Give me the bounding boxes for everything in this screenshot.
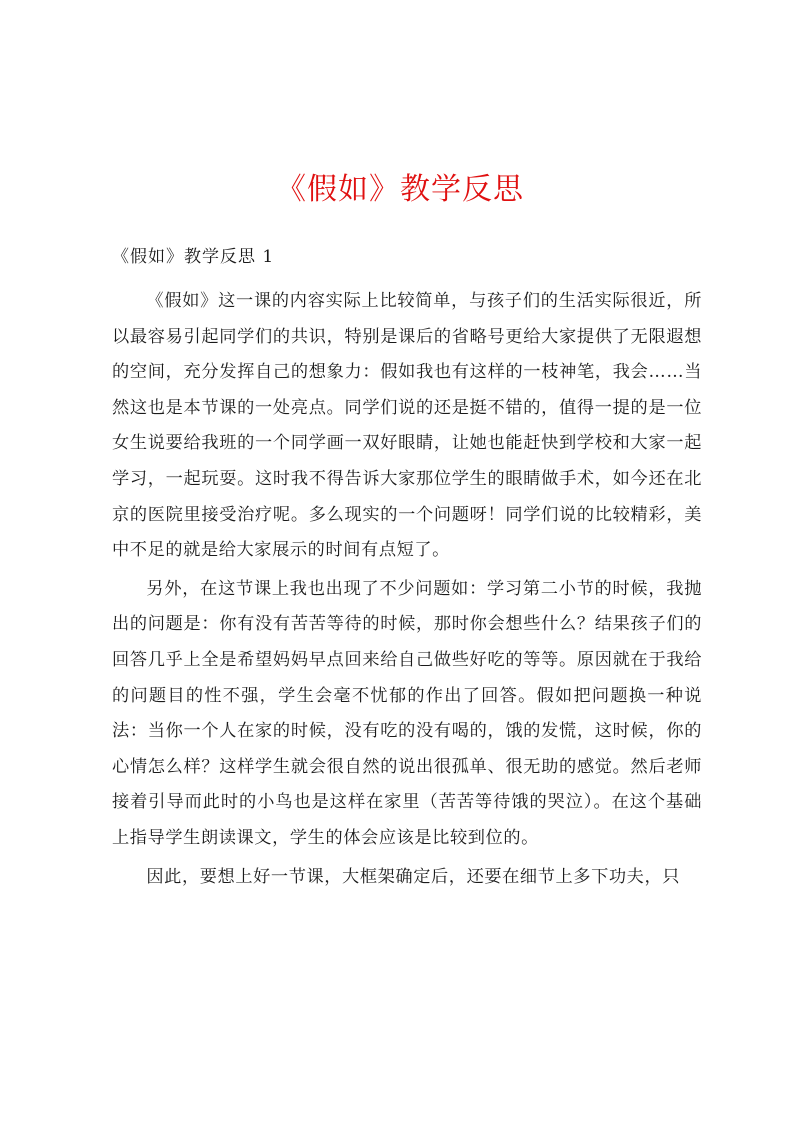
section-subtitle: 《假如》教学反思 1 xyxy=(112,247,275,267)
document-body xyxy=(112,284,702,898)
paragraph-3: 因此，要想上好一节课，大框架确定后，还要在细节上多下功夫，只 xyxy=(146,866,681,887)
document-title: 《假如》教学反思 xyxy=(276,172,524,207)
paragraph-1: 《假如》这一课的内容实际上比较简单，与孩子们的生活实际很近，所以最容易引起同学们的共识，特别是课后的省略号更给大家提供了无限遐想的空间，充分发挥自己的想象力：假如我也有这样的一枝神笔，我会……当然这也是本节课的一处亮点。同学们说的还是挺不错的，值得一提的是一位女生说要给我班的一个同学画一双好眼睛，让她也能赶快到学校和大家一起学习，一起玩耍。这时我不得告诉大家那位学生的眼睛做手术，如今还在北京的医院里接受治疗呢。多么现实的一个问题呀！同学们说的比较精彩，美中不足的就是给大家展示的时间有点短了。 xyxy=(112,291,702,561)
paragraph-2: 另外，在这节课上我也出现了不少问题如：学习第二小节的时候，我抛出的问题是：你有没有苦苦等待的时候，那时你会想些什么？结果孩子们的回答几乎上全是希望妈妈早点回来给自己做些好吃的等等。原因就在于我给的问题目的性不强，学生会毫不忧郁的作出了回答。假如把问题换一种说法：当你一个人在家的时候，没有吃的没有喝的，饿的发慌，这时候，你的心情怎么样？这样学生就会很自然的说出很孤单、很无助的感觉。然后老师接着引导而此时的小鸟也是这样在家里（苦苦等待饿的哭泣）。在这个基础上指导学生朗读课文，学生的体会应该是比较到位的。 xyxy=(112,578,702,848)
